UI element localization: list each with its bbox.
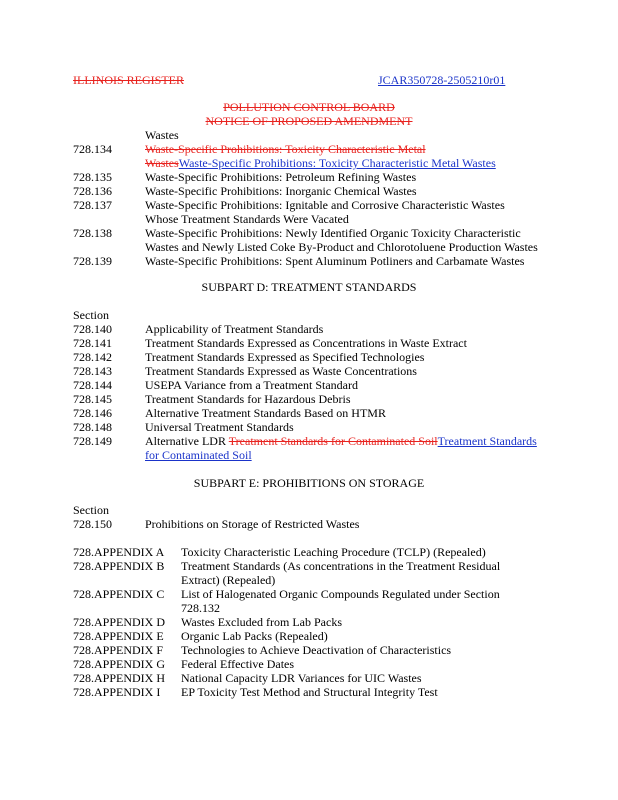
- section-number: 728.139: [73, 254, 112, 268]
- appendix-number: 728.APPENDIX B: [73, 559, 165, 573]
- section-title: Waste-Specific Prohibitions: Inorganic Chemical Wastes: [145, 184, 417, 198]
- section-number: 728.140: [73, 322, 112, 336]
- appendix-title-continuation: Extract) (Repealed): [181, 573, 276, 587]
- deleted-text: Treatment Standards for Contaminated Soil: [228, 434, 438, 448]
- appendix-title: Organic Lab Packs (Repealed): [181, 629, 328, 643]
- appendix-number: 728.APPENDIX I: [73, 685, 161, 699]
- section-title: Treatment Standards for Hazardous Debris: [145, 392, 351, 406]
- section-title: Waste-Specific Prohibitions: Petroleum Refining Wastes: [145, 170, 417, 184]
- section-number: 728.150: [73, 517, 112, 531]
- appendix-number: 728.APPENDIX C: [73, 587, 165, 601]
- section-number: 728.146: [73, 406, 112, 420]
- section-number: 728.135: [73, 170, 112, 184]
- section-number: 728.137: [73, 198, 112, 212]
- inserted-section-title: Waste-Specific Prohibitions: Toxicity Characteristic Metal Wastes: [178, 156, 496, 170]
- appendix-number: 728.APPENDIX F: [73, 643, 164, 657]
- section-title-continuation: Wastes and Newly Listed Coke By-Product and Chlorotoluene Production Wastes: [145, 240, 538, 254]
- subpart-e-heading: SUBPART E: PROHIBITIONS ON STORAGE: [193, 476, 425, 490]
- appendix-number: 728.APPENDIX D: [73, 615, 166, 629]
- section-title: Waste-Specific Prohibitions: Newly Identified Organic Toxicity Characteristic: [145, 226, 521, 240]
- section-number: 728.142: [73, 350, 112, 364]
- jcar-code: JCAR350728-2505210r01: [378, 73, 506, 87]
- appendix-number: 728.APPENDIX G: [73, 657, 166, 671]
- inserted-text: Treatment Standards: [437, 434, 537, 448]
- subpart-d-heading: SUBPART D: TREATMENT STANDARDS: [201, 280, 417, 294]
- section-number: 728.143: [73, 364, 112, 378]
- appendix-title: EP Toxicity Test Method and Structural Integrity Test: [181, 685, 438, 699]
- plain-text: Alternative LDR: [145, 434, 229, 448]
- section-number: 728.149: [73, 434, 112, 448]
- section-title-continuation: Whose Treatment Standards Were Vacated: [145, 212, 349, 226]
- appendix-title: National Capacity LDR Variances for UIC Wastes: [181, 671, 422, 685]
- appendix-title: List of Halogenated Organic Compounds Regulated under Section: [181, 587, 500, 601]
- appendix-number: 728.APPENDIX E: [73, 629, 164, 643]
- appendix-title: Technologies to Achieve Deactivation of Characteristics: [181, 643, 452, 657]
- appendix-title: Toxicity Characteristic Leaching Procedure (TCLP) (Repealed): [181, 545, 486, 559]
- section-row-728-149: [73, 434, 573, 462]
- continuation-text: Wastes: [145, 128, 179, 142]
- appendix-title: Treatment Standards (As concentrations in the Treatment Residual: [181, 559, 501, 573]
- section-number: 728.136: [73, 184, 112, 198]
- agency-name: POLLUTION CONTROL BOARD: [223, 100, 395, 114]
- section-title: Alternative Treatment Standards Based on HTMR: [145, 406, 386, 420]
- section-title: Waste-Specific Prohibitions: Ignitable and Corrosive Characteristic Wastes: [145, 198, 505, 212]
- appendix-title: Wastes Excluded from Lab Packs: [181, 615, 342, 629]
- section-title: Prohibitions on Storage of Restricted Wastes: [145, 517, 360, 531]
- register-header: ILLINOIS REGISTER: [73, 73, 184, 87]
- section-label: Section: [73, 308, 109, 322]
- deleted-text: Wastes: [145, 156, 179, 170]
- notice-title: NOTICE OF PROPOSED AMENDMENT: [205, 114, 413, 128]
- section-row-728-134: [73, 142, 593, 170]
- section-title: Applicability of Treatment Standards: [145, 322, 324, 336]
- section-title: Waste-Specific Prohibitions: Spent Aluminum Potliners and Carbamate Wastes: [145, 254, 525, 268]
- section-number: 728.141: [73, 336, 112, 350]
- appendix-number: 728.APPENDIX A: [73, 545, 165, 559]
- section-title-line2: [145, 156, 496, 170]
- section-number: 728.134: [73, 142, 112, 156]
- section-title: Treatment Standards Expressed as Waste Concentrations: [145, 364, 417, 378]
- appendix-number: 728.APPENDIX H: [73, 671, 166, 685]
- section-label: Section: [73, 503, 109, 517]
- section-title: USEPA Variance from a Treatment Standard: [145, 378, 358, 392]
- section-title: [145, 434, 537, 448]
- deleted-section-title: Waste-Specific Prohibitions: Toxicity Characteristic Metal: [145, 142, 426, 156]
- section-number: 728.145: [73, 392, 112, 406]
- section-title: Treatment Standards Expressed as Specified Technologies: [145, 350, 425, 364]
- appendix-title: Federal Effective Dates: [181, 657, 295, 671]
- section-number: 728.144: [73, 378, 112, 392]
- appendix-title-continuation: 728.132: [181, 601, 220, 615]
- section-title: Treatment Standards Expressed as Concentrations in Waste Extract: [145, 336, 467, 350]
- inserted-text-line2: for Contaminated Soil: [145, 448, 252, 462]
- section-number: 728.138: [73, 226, 112, 240]
- section-title: Universal Treatment Standards: [145, 420, 294, 434]
- section-number: 728.148: [73, 420, 112, 434]
